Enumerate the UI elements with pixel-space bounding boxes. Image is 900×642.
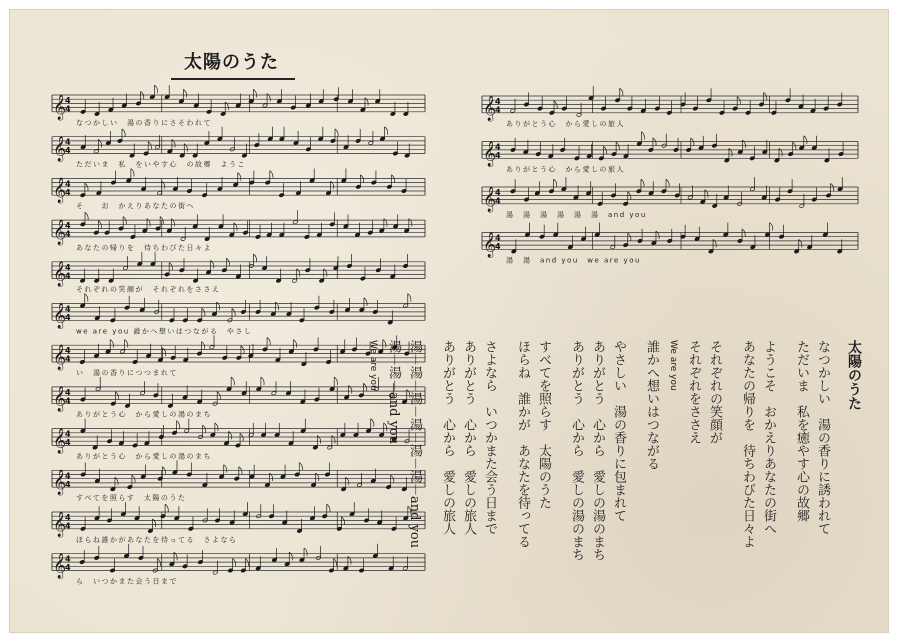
note-flag — [804, 136, 807, 144]
note-flag — [115, 392, 118, 400]
note-flag — [620, 88, 623, 96]
lyrics-line: ようこそ おかえりあなたの街へ — [761, 340, 776, 535]
lyrics-stanza-gap — [725, 340, 737, 610]
time-signature-top: 4 — [65, 554, 71, 564]
lyrics-line: やさしい 湯の香りに包まれて — [611, 340, 626, 522]
note-flag — [270, 171, 273, 179]
staff-lyric: we are you 誰かへ想いはつながる やさし — [76, 327, 253, 336]
time-signature-bottom: 4 — [495, 196, 501, 206]
lyrics-line: 湯－湯－湯－湯－湯－湯－and you — [407, 340, 422, 549]
lyrics-line: We are you — [368, 340, 378, 391]
note-flag — [162, 467, 165, 475]
staff-lyric: ありがとう心 から愛しの湯のまち — [76, 410, 212, 419]
note-flag — [764, 92, 767, 100]
note-flag — [85, 183, 88, 191]
treble-clef-icon: 𝄞 — [483, 186, 497, 212]
note-flag — [183, 89, 186, 97]
treble-clef-icon: 𝄞 — [53, 94, 67, 120]
note-flag — [334, 559, 337, 567]
staff-lyric: あなたの帰りを 待ちわびた日々よ — [76, 243, 212, 252]
lyrics-stanza-gap — [500, 340, 512, 610]
note-flag — [691, 138, 694, 146]
treble-clef-icon: 𝄞 — [53, 178, 67, 204]
time-signature-top: 4 — [495, 188, 501, 197]
treble-clef-icon: 𝄞 — [53, 511, 67, 537]
note-flag — [224, 465, 227, 473]
staff-lyric: ほらね誰かがあなたを待ってる さよなら — [76, 535, 238, 544]
note-flag — [132, 475, 135, 483]
staff-lyric: ただいま 私 をいやす心 の故郷 ようこ — [76, 160, 246, 169]
staff-lyric: ありがとう心 から愛しの旅人 — [506, 165, 625, 174]
lyrics-line: それぞれの笑顔が — [707, 340, 722, 444]
treble-clef-icon: 𝄞 — [53, 386, 67, 412]
lyrics-line: あなたの帰りを 待ちわびた日々よ — [740, 340, 755, 548]
left-staff-2 — [52, 127, 425, 169]
note-flag — [253, 89, 256, 97]
lyrics-line: We are you — [668, 340, 678, 391]
note-flag — [327, 504, 330, 512]
staff-lyric: なつかしい 湯の香りにさそわれて — [76, 118, 212, 127]
right-staff-4 — [482, 223, 858, 265]
note-flag — [241, 346, 244, 354]
lyrics-line: ただいま 私を癒やす心の故郷 — [794, 340, 809, 522]
time-signature-bottom: 4 — [65, 146, 71, 156]
note-flag — [341, 517, 344, 525]
treble-clef-icon: 𝄞 — [483, 232, 497, 258]
note-flag — [203, 425, 206, 433]
time-signature-bottom: 4 — [65, 396, 71, 406]
note-flag — [202, 308, 205, 316]
note-flag — [217, 392, 220, 400]
left-staff-1 — [52, 85, 425, 127]
note-flag — [240, 433, 243, 441]
note-flag — [123, 217, 126, 225]
time-signature-bottom: 4 — [495, 105, 501, 115]
time-signature-top: 4 — [65, 513, 71, 522]
note-flag — [98, 221, 101, 229]
lyrics-line: 湯－湯－and you — [386, 340, 401, 445]
treble-clef-icon: 𝄞 — [483, 141, 497, 167]
note-flag — [335, 129, 338, 137]
time-signature-top: 4 — [65, 387, 71, 397]
note-flag — [154, 85, 157, 93]
time-signature-top: 4 — [495, 97, 501, 106]
note-flag — [641, 132, 644, 140]
note-flag — [628, 192, 631, 200]
note-flag — [653, 138, 656, 146]
note-flag — [603, 146, 606, 154]
note-flag — [299, 463, 302, 471]
note-flag — [85, 294, 88, 302]
treble-clef-icon: 𝄞 — [53, 553, 67, 579]
note-flag — [215, 423, 218, 431]
treble-clef-icon: 𝄞 — [53, 428, 67, 454]
note-flag — [304, 548, 307, 556]
note-flag — [238, 173, 241, 181]
time-signature-bottom: 4 — [65, 271, 71, 281]
note-flag — [793, 142, 796, 150]
note-flag — [125, 340, 128, 348]
note-flag — [253, 254, 256, 262]
treble-clef-icon: 𝄞 — [483, 95, 497, 121]
time-signature-bottom: 4 — [65, 229, 71, 239]
note-flag — [616, 142, 619, 150]
note-flag — [231, 377, 234, 385]
time-signature-bottom: 4 — [65, 563, 71, 573]
note-flag — [110, 340, 113, 348]
staff-lyric: 湯 湯 and you we are you — [506, 256, 641, 265]
lyrics-line: ありがとう 心から 愛しの湯のまち — [569, 340, 584, 561]
lyrics-title: 太陽のうた — [846, 340, 862, 410]
note-flag — [385, 127, 388, 135]
time-signature-top: 4 — [495, 233, 501, 243]
time-signature-bottom: 4 — [495, 242, 501, 251]
time-signature-top: 4 — [65, 471, 71, 481]
right-staff-1 — [482, 86, 858, 128]
lyrics-stanza-gap — [554, 340, 566, 610]
lyrics-line: ありがとう 心から 愛しの湯のまち — [590, 340, 605, 561]
lyrics-line: ほらね 誰かが あなたを待ってる — [515, 340, 530, 548]
note-flag — [131, 169, 134, 177]
time-signature-bottom: 4 — [65, 187, 71, 197]
note-flag — [641, 179, 644, 187]
time-signature-top: 4 — [65, 304, 71, 314]
staff-lyric: それぞれの笑顔が それぞれをささえ — [76, 285, 221, 294]
note-flag — [334, 377, 337, 385]
note-flag — [239, 467, 242, 475]
lyrics-line: ありがとう 心から 愛しの旅人 — [461, 340, 476, 535]
score-title: 太陽のうた — [184, 52, 279, 73]
lyrics-line: それぞれをささえ — [686, 340, 701, 444]
note-flag — [245, 559, 248, 567]
lyrics-line: さよなら いつかまた会う日まで — [482, 340, 497, 535]
time-signature-bottom: 4 — [495, 151, 501, 160]
note-flag — [554, 101, 557, 109]
treble-clef-icon: 𝄞 — [53, 219, 67, 245]
time-signature-top: 4 — [65, 221, 71, 231]
time-signature-bottom: 4 — [65, 521, 71, 531]
time-signature-top: 4 — [65, 179, 71, 189]
time-signature-bottom: 4 — [65, 313, 71, 322]
time-signature-bottom: 4 — [65, 479, 71, 489]
left-staff-4 — [52, 210, 425, 252]
treble-clef-icon: 𝄞 — [53, 345, 67, 370]
time-signature-top: 4 — [65, 262, 71, 272]
note-flag — [148, 142, 151, 150]
staff-lyric: ありがとう心 から愛しの旅人 — [506, 119, 625, 128]
time-signature-top: 4 — [65, 137, 71, 147]
left-staff-6 — [52, 294, 425, 336]
time-signature-bottom: 4 — [65, 438, 71, 448]
time-signature-top: 4 — [65, 429, 71, 439]
right-staff-3 — [482, 177, 858, 219]
note-flag — [261, 377, 264, 385]
lyrics-stanza-gap — [629, 340, 641, 610]
left-staff-3 — [52, 169, 425, 211]
note-flag — [232, 308, 235, 316]
note-flag — [554, 179, 557, 187]
note-flag — [177, 421, 180, 429]
note-flag — [233, 559, 236, 567]
note-flag — [628, 233, 631, 241]
right-staff-2 — [482, 132, 858, 174]
lyrics-line: ありがとう 心から 愛しの旅人 — [440, 340, 455, 535]
time-signature-top: 4 — [65, 96, 71, 105]
note-flag — [141, 91, 144, 99]
staff-lyric: そ お かえりあなたの街へ — [76, 202, 195, 211]
staff-lyric: い 湯の香りにつつまれて — [76, 369, 178, 377]
time-signature-top: 4 — [65, 346, 71, 356]
note-flag — [122, 129, 125, 137]
lyrics-line: すべてを照らす 太陽のうた — [536, 340, 551, 509]
staff-lyric: ありがとう心 から愛しの湯のまち — [76, 452, 212, 461]
note-flag — [737, 97, 740, 105]
note-flag — [165, 504, 168, 512]
note-flag — [267, 337, 270, 345]
note-flag — [408, 294, 411, 302]
time-signature-bottom: 4 — [65, 354, 71, 364]
note-flag — [392, 175, 395, 183]
right-staves — [482, 86, 858, 264]
note-flag — [85, 212, 88, 220]
treble-clef-icon: 𝄞 — [53, 261, 67, 287]
lyrics-line: なつかしい 湯の香りに誘われて — [815, 340, 830, 535]
note-flag — [360, 175, 363, 183]
note-flag — [293, 340, 296, 348]
note-flag — [666, 179, 669, 187]
staff-lyric: 湯 湯 湯 湯 湯 湯 and you — [506, 210, 647, 219]
note-flag — [157, 559, 160, 567]
time-signature-top: 4 — [495, 142, 501, 152]
note-flag — [831, 183, 834, 191]
note-flag — [169, 262, 172, 270]
treble-clef-icon: 𝄞 — [53, 470, 67, 496]
lyrics-vertical — [362, 340, 864, 610]
lyrics-stanza-gap — [425, 340, 437, 610]
treble-clef-icon: 𝄞 — [53, 303, 67, 329]
left-staff-5 — [52, 252, 425, 294]
note-flag — [202, 342, 205, 350]
note-flag — [770, 223, 773, 231]
note-flag — [364, 298, 367, 306]
staff-lyric: ら いつかまた会う日まで — [76, 577, 178, 586]
lyrics-line: 誰かへ想いはつながる — [644, 340, 659, 470]
note-flag — [226, 258, 229, 266]
treble-clef-icon: 𝄞 — [53, 136, 67, 162]
note-flag — [742, 229, 745, 237]
lyrics-stanza-gap — [779, 340, 791, 610]
time-signature-bottom: 4 — [65, 104, 71, 114]
staff-lyric: すべてを照らす 太陽のうた — [76, 494, 187, 503]
